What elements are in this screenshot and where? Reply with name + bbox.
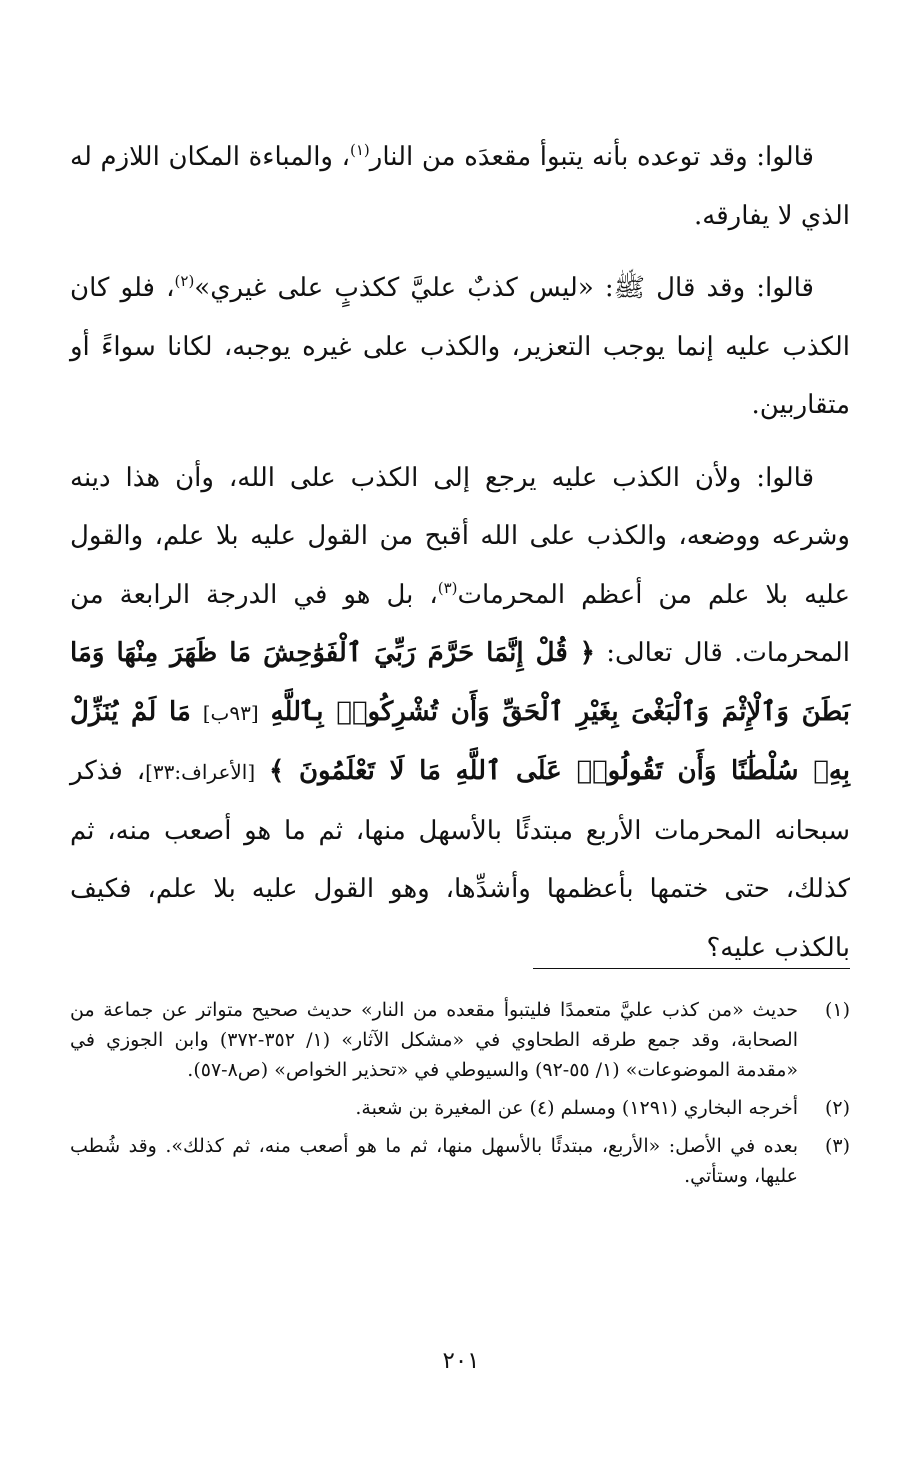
paragraph-2 xyxy=(70,259,850,435)
footnote-3 xyxy=(70,1131,850,1191)
footnote-ref-1: (١) xyxy=(350,141,370,159)
manuscript-folio-marker: [٩٣ب] xyxy=(202,700,259,725)
footnote-number: (٣) xyxy=(824,1135,850,1157)
verse-citation: [الأعراف:٣٣] xyxy=(145,760,256,784)
quran-verse-part-2: مَا لَمْ يُنَزِّلْ بِهِۦ سُلْطَٰنًا وَأَن تَقُولُوا۟ عَلَى ٱللَّهِ مَا لَا تَعْلَمُونَ ﴾ xyxy=(70,696,850,786)
footnotes xyxy=(70,995,850,1199)
paragraph-3-text-b: ، بل هو في الدرجة الرابعة من المحرمات. قال تعالى: xyxy=(70,579,850,668)
footnote-number: (٢) xyxy=(824,1097,850,1119)
paragraph-2-text-a: قالوا: وقد قال ﷺ: «ليس كذبٌ عليَّ ككذبٍ على غيري» xyxy=(194,273,814,303)
paragraph-1-text-a: قالوا: وقد توعده بأنه يتبوأ مقعدَه من النار xyxy=(369,142,814,172)
paragraph-1 xyxy=(70,128,850,245)
footnote-separator xyxy=(533,968,850,969)
paragraph-3-text-c: ، فذكر سبحانه المحرمات الأربع مبتدئًا بالأسهل منها، ثم ما هو أصعب منه، ثم كذلك، حتى ختمها بأعظمها وأشدِّها، وهو القول عليه بلا علم، فكيف بالكذب عليه؟ xyxy=(70,756,850,963)
quran-verse-part-1: ﴿ قُلْ إِنَّمَا حَرَّمَ رَبِّيَ ٱلْفَوَٰحِشَ مَا ظَهَرَ مِنْهَا وَمَا بَطَنَ وَٱلْإِثْمَ وَٱلْبَغْىَ بِغَيْرِ ٱلْحَقِّ وَأَن تُشْرِكُوا۟ بِٱللَّهِ xyxy=(70,638,851,727)
footnote-2 xyxy=(70,1093,850,1123)
main-text xyxy=(70,128,850,977)
paragraph-2-text-b: ، فلو كان الكذب عليه إنما يوجب التعزير، والكذب على غيره يوجبه، لكانا سواءً أو متقاربين. xyxy=(70,273,850,420)
footnote-text: حديث «من كذب عليَّ متعمدًا فليتبوأ مقعده من النار» حديث صحيح متواتر عن جماعة من الصحابة، وقد جمع طرقه الطحاوي في «مشكل الآثار» (١/ ٣٥٢-٣٧٢) وابن الجوزي في «مقدمة الموضوعات» (١/ ٥٥-٩٢) والسيوطي في «تحذير الخواص» (ص٨-٥٧). xyxy=(70,999,798,1081)
footnote-text: بعده في الأصل: «الأربع، مبتدئًا بالأسهل منها، ثم ما هو أصعب منه، ثم كذلك». وقد شُطب عليها، وستأتي. xyxy=(70,1135,798,1187)
footnote-ref-3: (٣) xyxy=(437,578,458,597)
footnote-ref-2: (٢) xyxy=(174,272,195,290)
paragraph-3 xyxy=(70,449,850,978)
footnote-1 xyxy=(70,995,850,1085)
footnote-text: أخرجه البخاري (١٢٩١) ومسلم (٤) عن المغيرة بن شعبة. xyxy=(355,1097,798,1119)
paragraph-3-text-a: قالوا: ولأن الكذب عليه يرجع إلى الكذب على الله، وأن هذا دينه وشرعه ووضعه، والكذب على الله أقبح من القول عليه بلا علم، والقول عليه بلا علم من أعظم المحرمات xyxy=(70,462,850,610)
footnote-number: (١) xyxy=(824,999,850,1021)
page-number: ٢٠١ xyxy=(442,1348,480,1374)
paragraph-1-text-b: ، والمباءة المكان اللازم له الذي لا يفارقه. xyxy=(70,142,850,231)
